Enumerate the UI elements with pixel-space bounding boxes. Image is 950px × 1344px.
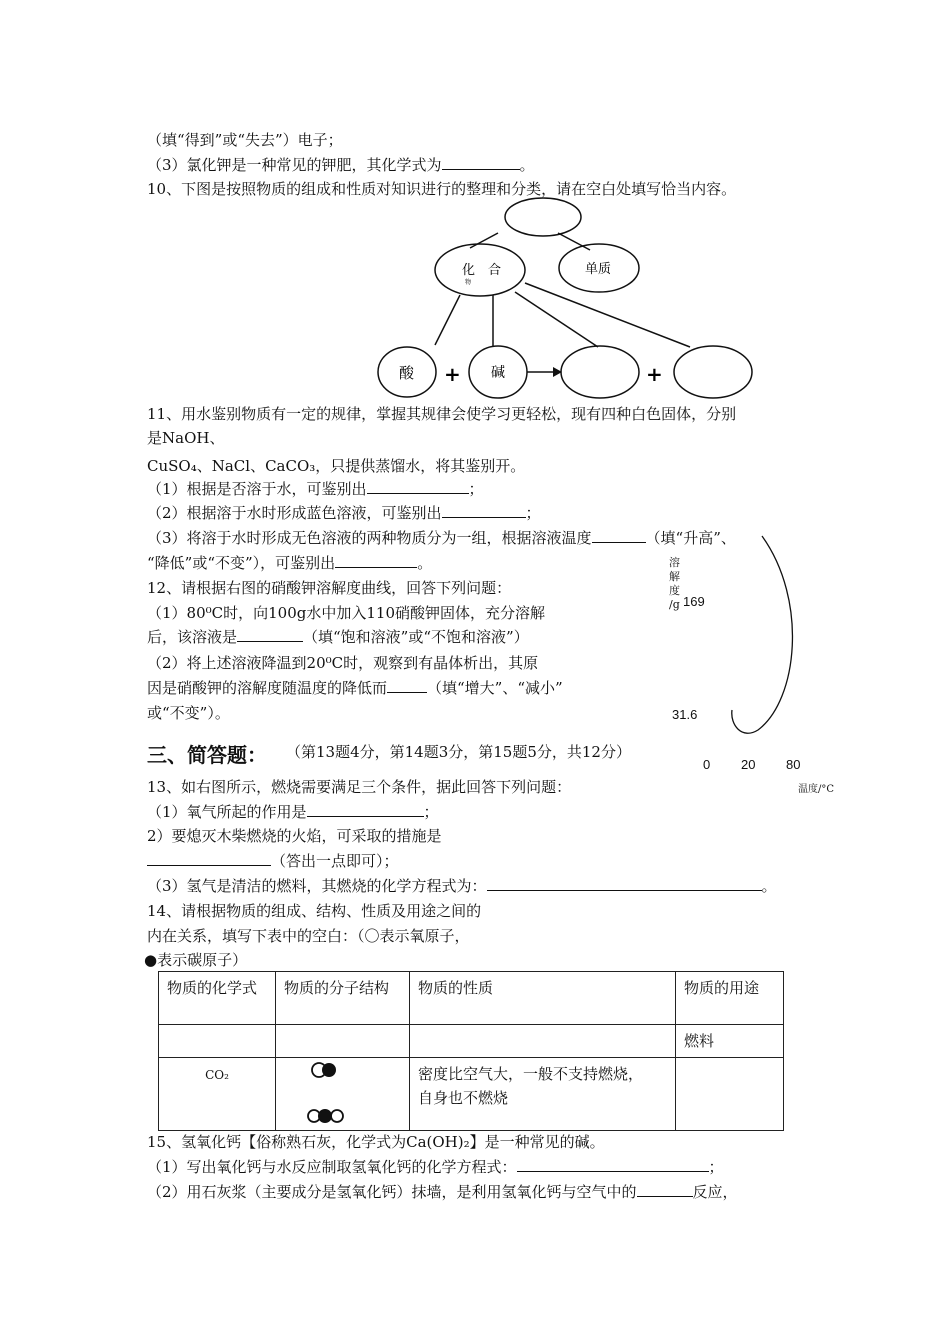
header-formula: 物质的化学式	[159, 972, 276, 1025]
question-13: 13、如右图所示，燃烧需要满足三个条件，据此回答下列问题：	[147, 778, 572, 796]
answer-blank[interactable]	[592, 528, 646, 543]
graph-y-value-31.6: 31.6	[672, 707, 698, 722]
graph-x-tick-80: 80	[786, 757, 801, 772]
molecule-diagrams	[284, 1060, 364, 1126]
question-14-cont: 内在关系，填写下表中的空白：（〇表示氧原子，	[147, 927, 470, 945]
top-blank-node	[505, 198, 581, 236]
question-11-cont: 是NaOH、	[147, 429, 225, 447]
reaction-arrow	[527, 367, 562, 377]
cell-blank[interactable]	[410, 1025, 676, 1058]
answer-blank[interactable]	[237, 627, 303, 642]
cell-blank[interactable]	[276, 1025, 410, 1058]
table-row	[159, 1058, 784, 1131]
graph-x-tick-0: 0	[703, 757, 711, 772]
question-14-legend: ●表示碳原子）	[144, 951, 248, 969]
answer-blank[interactable]	[307, 802, 424, 817]
question-12: 12、请根据右图的硝酸钾溶解度曲线，回答下列问题：	[147, 579, 512, 597]
question-11-substances: CuSO₄、NaCl、CaCO₃，只提供蒸馏水，将其鉴别开。	[147, 457, 526, 475]
answer-blank[interactable]	[517, 1157, 709, 1172]
graph-y-value-169: 169	[683, 594, 705, 609]
question-11-3-cont: “降低”或“不变”），可鉴别出 。	[147, 554, 433, 572]
compound-label: 化 合	[462, 263, 502, 278]
question-15: 15、氢氧化钙【俗称熟石灰，化学式为Ca(OH)₂】是一种常见的碱。	[147, 1133, 605, 1151]
question-13-2: 2）要熄灭木柴燃烧的火焰，可采取的措施是	[147, 827, 442, 845]
question-13-2-cont: （答出一点即可）；	[147, 851, 399, 871]
question-13-3: （3）氢气是清洁的燃料，其燃烧的化学方程式为： 。	[147, 877, 777, 895]
answer-blank[interactable]	[367, 479, 469, 494]
plus-sign-1: +	[444, 362, 461, 386]
graph-x-tick-20: 20	[741, 757, 756, 772]
section-note: （第13题4分，第14题3分，第15题5分，共12分）	[286, 743, 631, 761]
question-15-2: （2）用石灰浆（主要成分是氢氧化钙）抹墙，是利用氢氧化钙与空气中的 反应，	[147, 1183, 738, 1201]
answer-blank[interactable]	[335, 553, 417, 568]
acid-label: 酸	[399, 364, 415, 382]
answer-blank[interactable]	[387, 678, 427, 693]
header-structure: 物质的分子结构	[276, 972, 410, 1025]
answer-blank[interactable]	[147, 851, 271, 866]
cell-blank[interactable]	[159, 1025, 276, 1058]
question-12-2-end: 或“不变”）。	[147, 704, 230, 722]
question-12-1: （1）80⁰C时，向100g水中加入110硝酸钾固体，充分溶解	[147, 604, 545, 622]
question-10: 10、下图是按照物质的组成和性质对知识进行的整理和分类，请在空白处填写恰当内容。	[147, 180, 737, 198]
plus-sign-2: +	[646, 362, 663, 386]
cell-blank[interactable]	[676, 1058, 784, 1131]
line-fill-electron: （填“得到”或“失去”）电子；	[147, 131, 343, 149]
header-use: 物质的用途	[676, 972, 784, 1025]
question-15-1: （1）写出氧化钙与水反应制取氢氧化钙的化学方程式： ；	[147, 1158, 724, 1176]
cell-use-fuel: 燃料	[676, 1025, 784, 1058]
graph-ylabel: 溶 解 度 /g	[669, 556, 680, 611]
table-row	[159, 1025, 784, 1058]
cell-property-co2: 密度比空气大，一般不支持燃烧， 自身也不燃烧	[410, 1058, 676, 1131]
classification-diagram	[370, 195, 770, 405]
co2-molecule-icon	[308, 1109, 343, 1123]
table-header-row	[159, 972, 784, 1025]
answer-blank[interactable]	[442, 503, 526, 518]
solubility-curve	[720, 530, 810, 740]
question-14: 14、请根据物质的组成、结构、性质及用途之间的	[147, 902, 482, 920]
element-label: 单质	[585, 262, 612, 277]
co-molecule-icon	[312, 1063, 336, 1077]
product-blank-node-2	[674, 346, 752, 398]
substance-table	[158, 971, 784, 1131]
compound-label-sub: 物	[465, 279, 472, 286]
graph-xlabel: 温度/°C	[798, 784, 835, 795]
header-property: 物质的性质	[410, 972, 676, 1025]
base-label: 碱	[491, 365, 505, 381]
question-11-2: （2）根据溶于水时形成蓝色溶液，可鉴别出 ；	[147, 504, 541, 522]
product-blank-node-1	[561, 346, 639, 398]
question-11-3: （3）将溶于水时形成无色溶液的两种物质分为一组，根据溶液温度 （填“升高”、	[147, 529, 736, 547]
question-11-1: （1）根据是否溶于水，可鉴别出 ；	[147, 480, 484, 498]
question-9-3: （3）氯化钾是一种常见的钾肥，其化学式为 。	[147, 156, 535, 174]
answer-blank[interactable]	[637, 1182, 693, 1197]
question-12-2: （2）将上述溶液降温到20⁰C时，观察到有晶体析出，其原	[147, 654, 539, 672]
question-12-2-cont: 因是硝酸钾的溶解度随温度的降低而 （填“增大”、“减小”	[147, 679, 563, 697]
question-11: 11、用水鉴别物质有一定的规律，掌握其规律会使学习更轻松，现有四种白色固体，分别	[147, 405, 737, 423]
cell-formula-co2: CO₂	[159, 1058, 276, 1131]
diagram-lines	[435, 233, 690, 347]
cell-molecule-structure	[276, 1058, 410, 1131]
answer-blank[interactable]	[442, 155, 520, 170]
question-13-1: （1）氧气所起的作用是 ；	[147, 803, 439, 821]
answer-blank[interactable]	[487, 876, 762, 891]
section-title: 三、简答题：	[147, 743, 267, 767]
question-12-1-cont: 后，该溶液是 （填“饱和溶液”或“不饱和溶液”）	[147, 628, 529, 646]
